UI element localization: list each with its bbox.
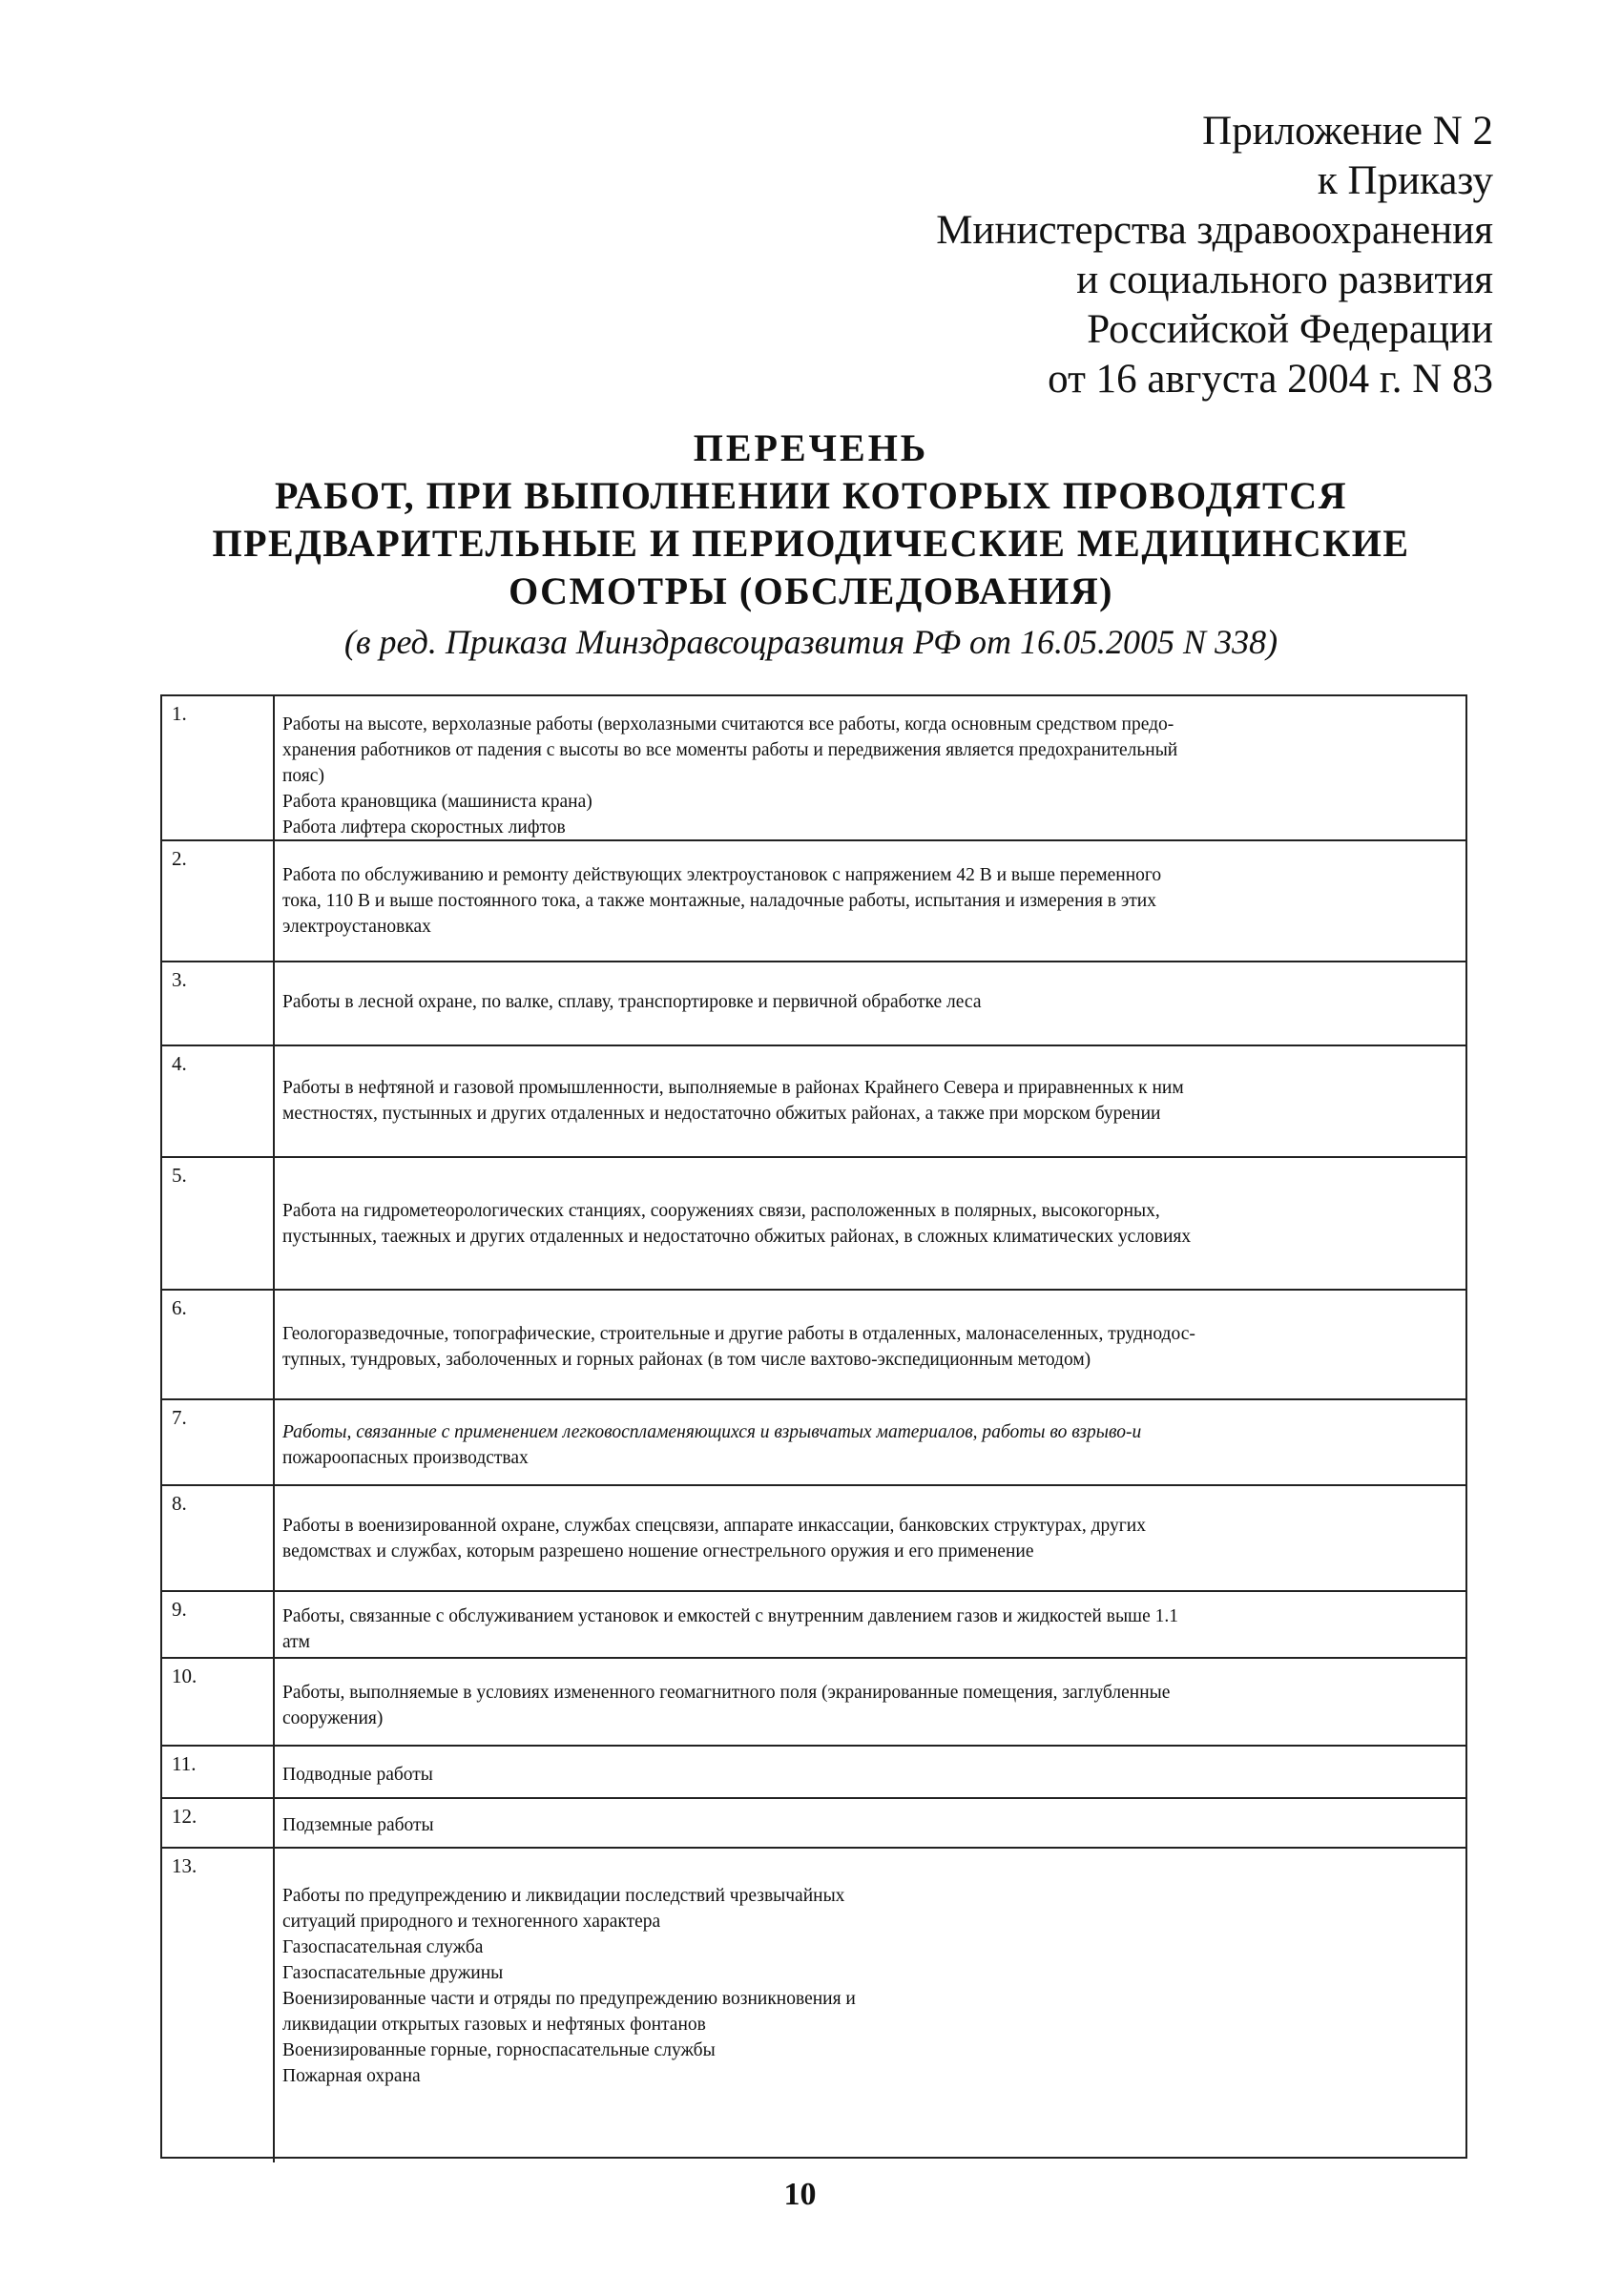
table-row <box>162 1745 1465 1799</box>
row-text-line: Работы, связанные с обслуживанием установок и емкостей с внутренним давлением газов и жидкостей выше 1.1 <box>282 1606 1178 1626</box>
row-text-line: электроустановках <box>282 917 431 937</box>
row-content <box>282 1762 1446 1788</box>
row-number: 12. <box>172 1805 197 1828</box>
title-line: ПРЕДВАРИТЕЛЬНЫЕ И ПЕРИОДИЧЕСКИЕ МЕДИЦИНСКИЕ <box>212 522 1410 565</box>
table-row <box>162 839 1465 962</box>
row-text-line: Работа крановщика (машиниста крана) <box>282 792 592 812</box>
table-row <box>162 961 1465 1046</box>
row-content <box>282 712 1446 840</box>
row-text-line: Работа по обслуживанию и ремонту действующих электроустановок с напряжением 42 В и выше переменного <box>282 865 1162 885</box>
header-block <box>634 107 1493 404</box>
row-text-line: Подземные работы <box>282 1815 434 1835</box>
row-text-line: Работы на высоте, верхолазные работы (верхолазными считаются все работы, когда основным средством предо- <box>282 714 1174 734</box>
row-text-line: хранения работников от падения с высоты во все моменты работы и передвижения является предохранительный <box>282 740 1178 760</box>
row-text-line: сооружения) <box>282 1708 384 1728</box>
title-line: ПЕРЕЧЕНЬ <box>693 426 929 469</box>
page-number: 10 <box>783 2177 817 2212</box>
document-title <box>143 424 1479 665</box>
row-text-line: местностях, пустынных и других отдаленных и недостаточно обжитых районах, а также при морском бурении <box>282 1104 1161 1124</box>
row-content <box>282 1321 1446 1373</box>
table-row <box>162 1657 1465 1747</box>
row-number: 7. <box>172 1406 187 1429</box>
row-text-line: Геологоразведочные, топографические, строительные и другие работы в отдаленных, малонаселенных, труднодос- <box>282 1324 1195 1344</box>
row-number: 5. <box>172 1164 187 1187</box>
row-text-line: Военизированные части и отряды по предупреждению возникновения и <box>282 1989 856 2009</box>
row-text-line: Пожарная охрана <box>282 2066 421 2086</box>
table-row <box>162 1797 1465 1849</box>
works-table <box>160 694 1467 2159</box>
row-text-line: Работы в лесной охране, по валке, сплаву, транспортировке и первичной обработке леса <box>282 992 982 1012</box>
row-text-line: пояс) <box>282 766 324 786</box>
row-number: 2. <box>172 847 187 870</box>
header-line: к Приказу <box>1317 158 1493 203</box>
title-line: РАБОТ, ПРИ ВЫПОЛНЕНИИ КОТОРЫХ ПРОВОДЯТСЯ <box>274 474 1348 517</box>
table-row <box>162 1398 1465 1486</box>
row-text-line: пустынных, таежных и других отдаленных и недостаточно обжитых районах, в сложных климатических условиях <box>282 1227 1192 1247</box>
row-content <box>282 1883 1446 2089</box>
row-number: 6. <box>172 1296 187 1319</box>
title-subtitle: (в ред. Приказа Минздравсоцразвития РФ от 16.05.2005 N 338) <box>343 623 1278 661</box>
header-line: и социального развития <box>1076 258 1493 302</box>
row-number: 1. <box>172 702 187 725</box>
row-content <box>282 1680 1446 1731</box>
row-text-line: Работа лифтера скоростных лифтов <box>282 817 566 838</box>
row-text-line: атм <box>282 1632 311 1652</box>
table-row <box>162 1590 1465 1659</box>
row-text-line: тока, 110 В и выше постоянного тока, а также монтажные, наладочные работы, испытания и измерения в этих <box>282 891 1156 911</box>
row-text-line: ситуаций природного и техногенного характера <box>282 1912 661 1932</box>
table-row <box>162 1484 1465 1592</box>
row-number: 3. <box>172 968 187 991</box>
header-line: от 16 августа 2004 г. N 83 <box>1048 357 1493 402</box>
row-text-line: Подводные работы <box>282 1765 433 1785</box>
table-row <box>162 696 1465 839</box>
row-text-line: Газоспасательная служба <box>282 1937 484 1957</box>
row-number: 10. <box>172 1665 197 1687</box>
header-line: Российской Федерации <box>1087 307 1493 352</box>
header-line: Министерства здравоохранения <box>936 208 1493 253</box>
row-text-line: Работы в нефтяной и газовой промышленности, выполняемые в районах Крайнего Севера и приравненных к ним <box>282 1078 1184 1098</box>
row-content <box>282 989 1446 1015</box>
row-number: 9. <box>172 1598 187 1621</box>
row-text-line: Газоспасательные дружины <box>282 1963 504 1983</box>
title-line: ОСМОТРЫ (ОБСЛЕДОВАНИЯ) <box>509 569 1113 612</box>
row-text-line: Работа на гидрометеорологических станциях, сооружениях связи, расположенных в полярных, высокогорных, <box>282 1201 1160 1221</box>
row-number: 4. <box>172 1052 187 1075</box>
row-text-line: ведомствах и службах, которым разрешено ношение огнестрельного оружия и его применение <box>282 1541 1034 1562</box>
row-content <box>282 1075 1446 1127</box>
table-row <box>162 1289 1465 1400</box>
header-line: Приложение N 2 <box>1202 109 1493 154</box>
table-row <box>162 1045 1465 1158</box>
row-text-line: Работы в военизированной охране, службах спецсвязи, аппарате инкассации, банковских структурах, других <box>282 1516 1146 1536</box>
row-content <box>282 1419 1446 1471</box>
row-text-line: пожароопасных производствах <box>282 1448 529 1468</box>
row-content <box>282 1603 1446 1655</box>
table-row <box>162 1847 1465 2162</box>
row-number: 13. <box>172 1854 197 1877</box>
row-text-line: Работы, выполняемые в условиях измененного геомагнитного поля (экранированные помещения, заглубленные <box>282 1683 1171 1703</box>
row-content <box>282 1513 1446 1564</box>
row-text-line: ликвидации открытых газовых и нефтяных фонтанов <box>282 2015 706 2035</box>
row-text-line: тупных, тундровых, заболоченных и горных районах (в том числе вахтово-экспедиционным методом) <box>282 1350 1091 1370</box>
row-text-line: Военизированные горные, горноспасательные службы <box>282 2040 716 2060</box>
row-content <box>282 862 1446 940</box>
row-number: 8. <box>172 1492 187 1515</box>
row-text-line: Работы по предупреждению и ликвидации последствий чрезвычайных <box>282 1886 845 1906</box>
row-content <box>282 1812 1446 1838</box>
table-row <box>162 1156 1465 1291</box>
row-number: 11. <box>172 1752 197 1775</box>
row-text-line: Работы, связанные с применением легковоспламеняющихся и взрывчатых материалов, работы во взрыво-и <box>282 1422 1142 1442</box>
row-content <box>282 1198 1446 1250</box>
